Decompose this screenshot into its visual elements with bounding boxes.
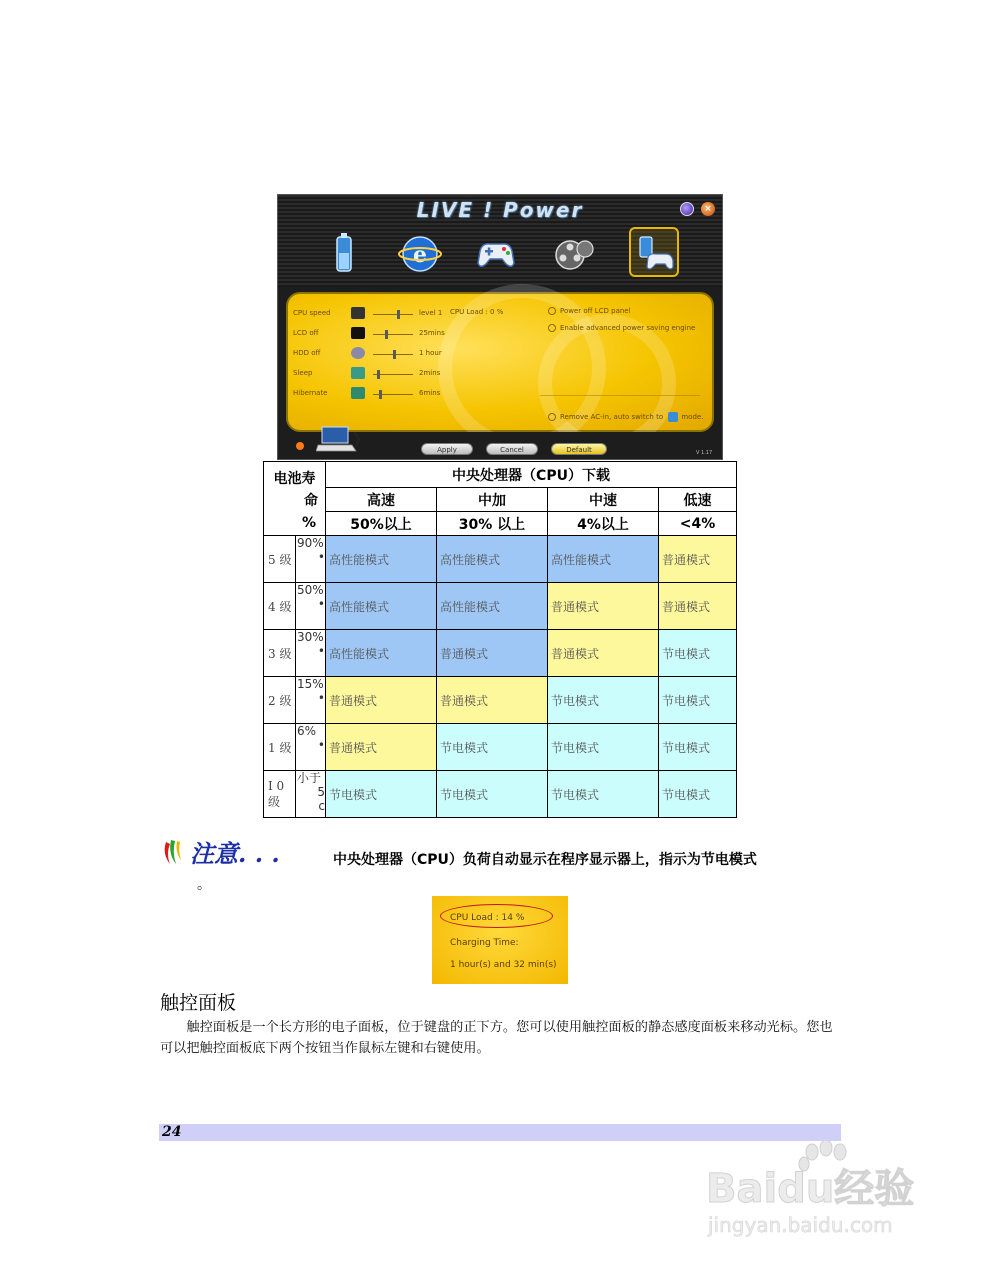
mode-cell: 节电模式	[437, 771, 548, 818]
mode-cell: 节电模式	[659, 724, 737, 771]
divider	[540, 395, 700, 396]
table-row	[264, 677, 737, 724]
slider-knob[interactable]	[397, 310, 400, 319]
battery-life-header	[264, 462, 326, 536]
percent-line: 90%	[297, 536, 324, 550]
header-line: 电池寿	[273, 471, 316, 487]
mode-cell: 高性能模式	[326, 583, 437, 630]
sleep-icon	[351, 367, 365, 379]
close-button[interactable]: ×	[701, 202, 715, 216]
minimize-button[interactable]	[680, 202, 694, 216]
table-row	[264, 583, 737, 630]
percent-line: c	[318, 799, 325, 813]
mode-cell: 节电模式	[326, 771, 437, 818]
mode-cell: 高性能模式	[548, 536, 659, 583]
slider-knob[interactable]	[385, 330, 388, 339]
apply-button[interactable]: Apply	[421, 443, 473, 455]
option-remove-ac[interactable]	[548, 412, 703, 422]
mode-cell: 节电模式	[548, 771, 659, 818]
slider-knob[interactable]	[377, 370, 380, 379]
battery-percent	[296, 677, 326, 724]
note-trailing: 。	[197, 877, 211, 893]
speed-header: 高速	[326, 488, 437, 512]
battery-percent	[296, 724, 326, 771]
percent-line: 50%	[297, 583, 324, 597]
app-title: LIVE ! Power	[416, 198, 584, 222]
threshold-header: 50%以上	[326, 512, 437, 536]
threshold-header: 30% 以上	[437, 512, 548, 536]
radio-icon[interactable]	[548, 324, 556, 332]
hibernate-icon	[351, 387, 365, 399]
speed-header: 低速	[659, 488, 737, 512]
setting-value: 25mins	[419, 329, 445, 337]
battery-level: 1 级	[264, 724, 296, 771]
table-row	[264, 724, 737, 771]
option-label: Remove AC-in, auto switch to	[560, 413, 664, 421]
mode-cell: 高性能模式	[437, 583, 548, 630]
mode-cell: 节电模式	[659, 771, 737, 818]
header-line: %	[301, 515, 316, 531]
table-row	[264, 536, 737, 583]
mode-cell: 节电模式	[659, 630, 737, 677]
cpu-load-header: 中央处理器（CPU）下载	[326, 462, 737, 488]
battery-level: 5 级	[264, 536, 296, 583]
setting-label: CPU speed	[293, 309, 331, 317]
cpu-icon	[351, 307, 365, 319]
percent-line: •	[317, 597, 325, 611]
svg-text:e: e	[413, 242, 427, 268]
hdd-icon	[351, 347, 365, 359]
battery-percent	[296, 536, 326, 583]
note-logo	[160, 832, 320, 872]
watermark-brand: Baidu经验	[706, 1166, 915, 1212]
battery-mode-icon	[668, 412, 678, 422]
mode-cell: 节电模式	[437, 724, 548, 771]
mode-cell: 普通模式	[437, 677, 548, 724]
percent-line: •	[317, 644, 325, 658]
mode-cell: 普通模式	[326, 677, 437, 724]
mode-cell: 普通模式	[659, 536, 737, 583]
percent-line: 小于	[297, 771, 322, 785]
section-title: 触控面板	[160, 992, 237, 1014]
setting-value: 1 hour	[419, 349, 442, 357]
option-label: Power off LCD panel	[560, 307, 631, 315]
header-line: 命	[304, 493, 318, 509]
setting-label: Hibernate	[293, 389, 328, 397]
speed-header: 中速	[548, 488, 659, 512]
slider-knob[interactable]	[393, 350, 396, 359]
mini-cpu-load: CPU Load : 14 %	[450, 913, 525, 923]
percent-line: 15%	[297, 677, 324, 691]
setting-value: 2mins	[419, 369, 441, 377]
option-label: Enable advanced power saving engine	[560, 324, 696, 332]
battery-percent	[296, 583, 326, 630]
setting-value: level 1	[419, 309, 443, 317]
version-label: V 1.17	[696, 450, 713, 456]
mode-cell: 普通模式	[437, 630, 548, 677]
option-power-off-lcd[interactable]	[548, 307, 631, 315]
note-logo-text: 注意. . .	[190, 839, 280, 868]
cancel-button[interactable]: Cancel	[486, 443, 538, 455]
threshold-header: <4%	[659, 512, 737, 536]
radio-icon[interactable]	[548, 307, 556, 315]
mode-cell: 节电模式	[659, 677, 737, 724]
mode-cell: 高性能模式	[326, 536, 437, 583]
lcd-off-slider[interactable]	[373, 334, 413, 335]
option-advanced-saving[interactable]	[548, 324, 695, 332]
cpu-load-readout: CPU Load : 0 %	[450, 308, 504, 316]
option-suffix: mode.	[681, 413, 704, 421]
status-dot-icon	[296, 442, 304, 450]
power-mode-table	[263, 461, 737, 818]
mode-cell: 普通模式	[548, 630, 659, 677]
mode-cell: 普通模式	[659, 583, 737, 630]
setting-label: LCD off	[293, 329, 319, 337]
setting-label: Sleep	[293, 369, 313, 377]
game-mode-icon[interactable]	[474, 231, 518, 275]
slider-knob[interactable]	[379, 390, 382, 399]
mode-cell: 高性能模式	[437, 536, 548, 583]
charging-label: Charging Time:	[450, 938, 519, 948]
mode-cell: 节电模式	[548, 677, 659, 724]
percent-line: •	[317, 738, 325, 752]
table-body	[264, 536, 737, 818]
default-button[interactable]: Default	[551, 443, 607, 455]
battery-percent	[296, 771, 326, 818]
battery-mode-icon[interactable]	[322, 231, 366, 275]
page-number: 24	[162, 1124, 182, 1140]
battery-level: 4 级	[264, 583, 296, 630]
setting-label: HDD off	[293, 349, 321, 357]
baidu-watermark	[700, 1140, 940, 1240]
threshold-header: 4%以上	[548, 512, 659, 536]
watermark-url: jingyan.baidu.com	[708, 1213, 893, 1237]
monitor-icon	[351, 327, 365, 339]
footer-bar	[159, 1124, 841, 1141]
charging-value: 1 hour(s) and 32 min(s)	[450, 960, 557, 970]
mode-cell: 高性能模式	[326, 630, 437, 677]
mode-cell: 普通模式	[548, 583, 659, 630]
note-text: 中央处理器（CPU）负荷自动显示在程序显示器上，指示为节电模式	[333, 852, 757, 868]
percent-line: 6%	[297, 724, 317, 738]
percent-line: 5	[317, 785, 325, 799]
cpu-speed-slider[interactable]	[373, 314, 413, 315]
mode-cell: 节电模式	[548, 724, 659, 771]
radio-icon[interactable]	[548, 413, 556, 421]
percent-line: •	[317, 550, 325, 564]
internet-mode-icon[interactable]	[398, 231, 442, 275]
mode-cell: 普通模式	[326, 724, 437, 771]
auto-mode-icon[interactable]	[632, 231, 676, 275]
percent-line: 30%	[297, 630, 324, 644]
battery-percent	[296, 630, 326, 677]
live-power-window	[277, 194, 723, 460]
table-row	[264, 630, 737, 677]
table-row	[264, 771, 737, 818]
laptop-icon	[316, 425, 364, 453]
section-paragraph: 触控面板是一个长方形的电子面板，位于键盘的正下方。您可以使用触控面板的静态感度面板来移动光标。您也可以把触控面板底下两个按钮当作鼠标左键和右键使用。	[160, 1020, 833, 1056]
battery-level: 3 级	[264, 630, 296, 677]
speed-header: 中加	[437, 488, 548, 512]
battery-level: I 0 级	[264, 771, 296, 818]
setting-value: 6mins	[419, 389, 441, 397]
movie-mode-icon[interactable]	[552, 231, 596, 275]
cpu-load-panel	[432, 896, 568, 984]
battery-level: 2 级	[264, 677, 296, 724]
percent-line: •	[317, 691, 325, 705]
